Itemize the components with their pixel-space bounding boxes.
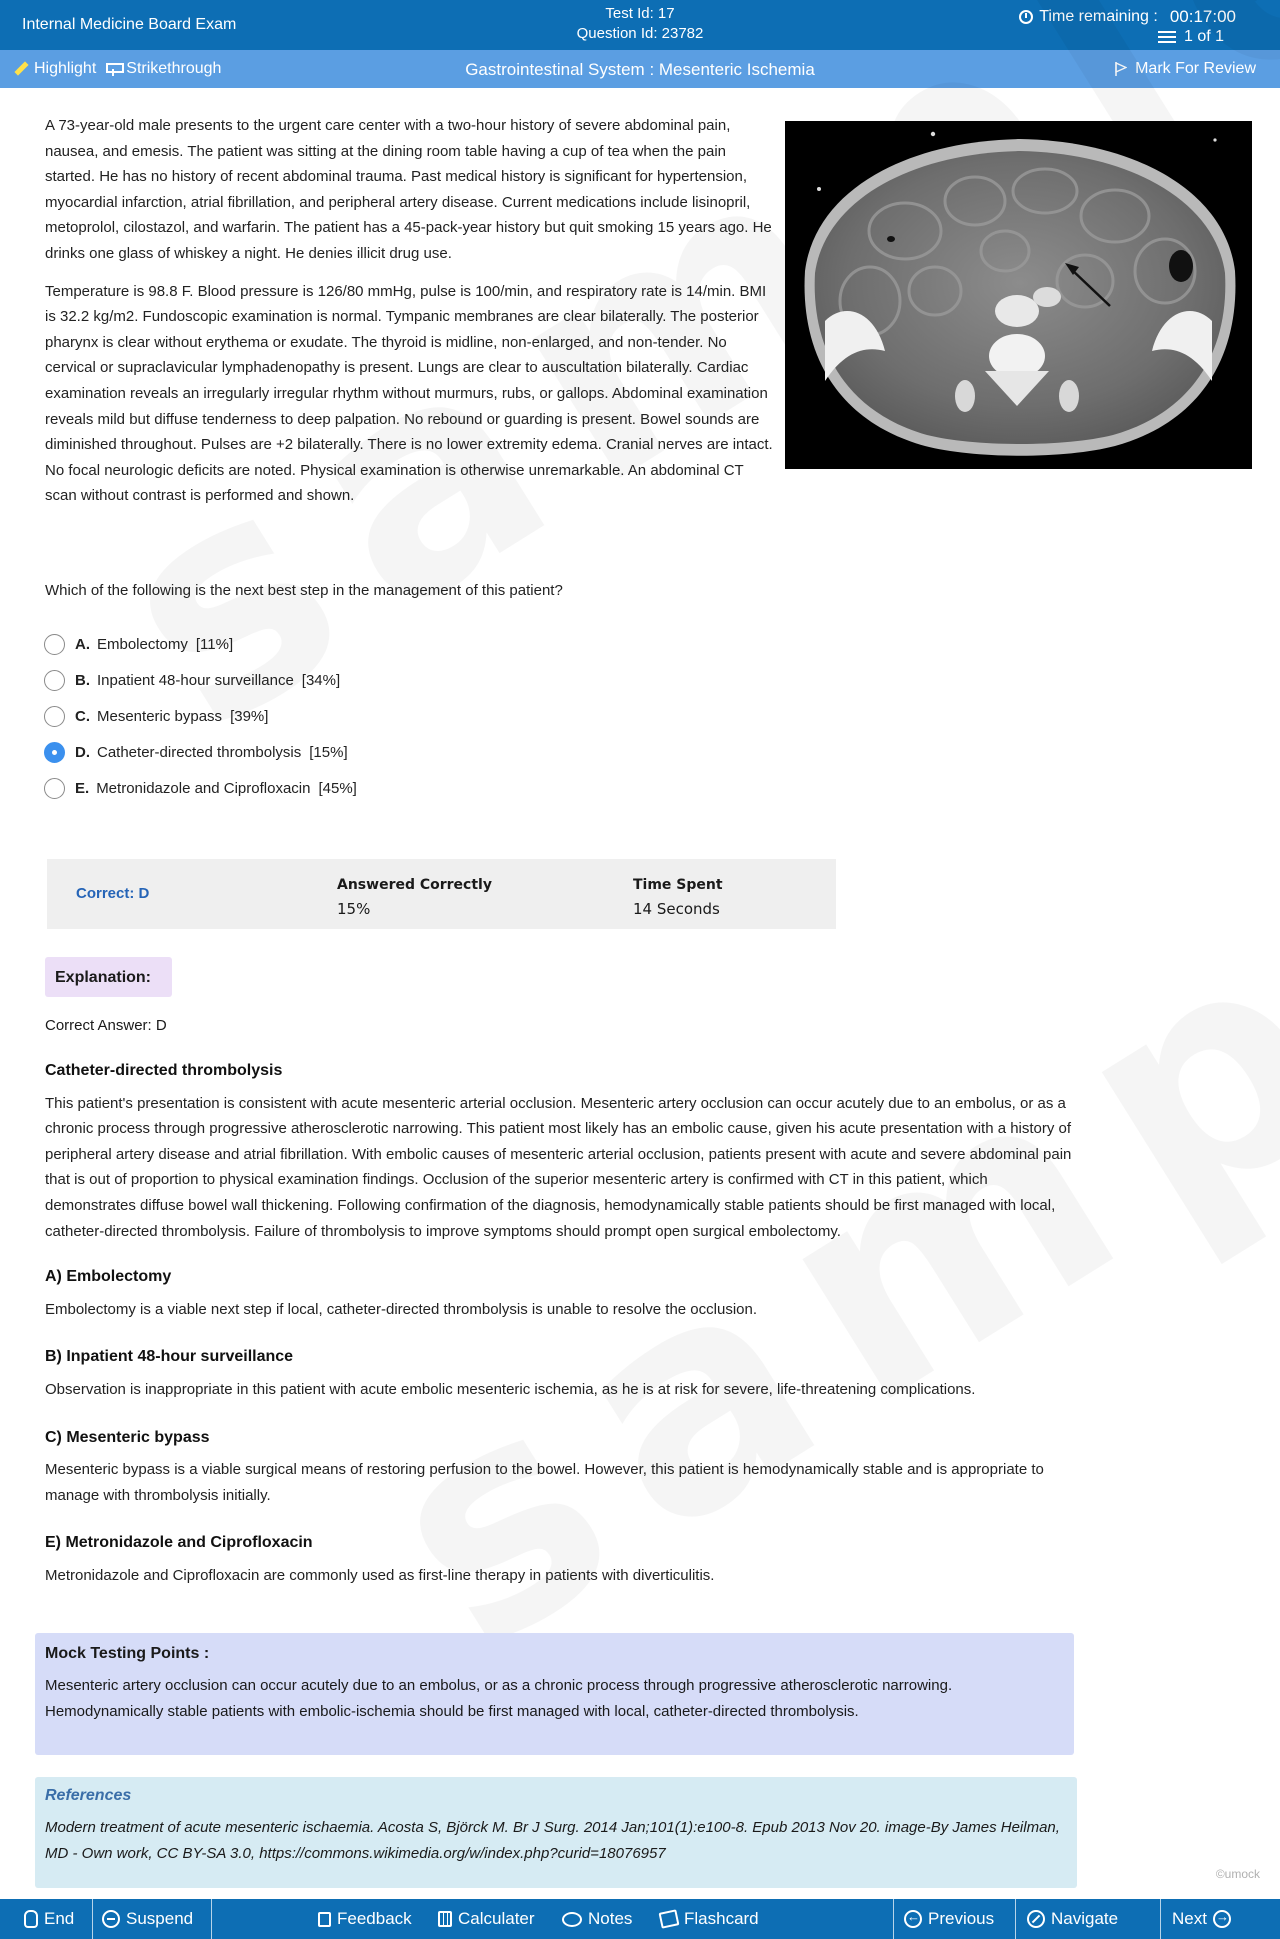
option-percentage: [15%] [309, 743, 348, 761]
question-prompt: Which of the following is the next best step in the management of this patient? [45, 582, 563, 599]
explanation-block-title: B) Inpatient 48-hour surveillance [45, 1348, 294, 1366]
suspend-button[interactable] [102, 1899, 193, 1939]
explanation-block-text: Metronidazole and Ciprofloxacin are commonly used as first-line therapy in patients with diverticulitis. [45, 1566, 715, 1584]
option-percentage: [39%] [230, 707, 269, 725]
option-letter: D. [75, 743, 90, 761]
sub-toolbar [0, 50, 1280, 88]
explanation-tag: Explanation: [45, 957, 172, 997]
arrow-left-icon [904, 1910, 922, 1928]
explanation-block [45, 1344, 1080, 1402]
option-a[interactable] [44, 626, 357, 662]
answer-options [44, 626, 357, 806]
flag-icon [1115, 62, 1127, 76]
correct-answer-line: Correct Answer: D [45, 1017, 167, 1034]
feedback-icon [318, 1912, 331, 1927]
option-text: Inpatient 48-hour surveillance [97, 671, 294, 689]
option-text: Catheter-directed thrombolysis [97, 743, 302, 761]
explanation-block-text: Observation is inappropriate in this patient with acute embolic mesenteric ischemia, as he is at risk for severe, life-threatening complications. [45, 1380, 976, 1398]
option-percentage: [45%] [318, 779, 357, 797]
time-spent-value: 14 Seconds [633, 900, 720, 918]
previous-button[interactable] [904, 1899, 994, 1939]
option-c[interactable] [44, 698, 357, 734]
minus-circle-icon [102, 1910, 120, 1928]
correct-answer-badge: Correct: D [76, 885, 150, 902]
option-letter: A. [75, 635, 90, 653]
stack-icon [1158, 31, 1176, 43]
question-pager[interactable] [1158, 28, 1224, 46]
explanation-block-title: C) Mesenteric bypass [45, 1428, 210, 1446]
option-percentage: [11%] [195, 635, 234, 653]
explanation-main-text: This patient's presentation is consistent with acute mesenteric arterial occlusion. Mesenteric artery occlusion can occur acutely due to an embolus, or as a chronic process through progressive atherosclerotic narrowing. This patient most likely has an embolic cause, given his acute presentation with a history of peripheral artery disease and atrial fibrillation. With embolic causes of mesenteric arterial occlusion, patients present with acute and severe abdominal pain that is out of proportion to physical examination findings. Occlusion of the superior mesenteric artery is confirmed with CT in this patient, which demonstrates diffuse bowel wall thickening. Following confirmation of the diagnosis, hemodynamically stable patients should be first managed with local, catheter-directed thrombolysis. Failure of thrombolysis to improve symptoms should prompt open surgical embolectomy. [45, 1094, 1072, 1240]
option-letter: E. [75, 779, 90, 797]
suspend-label: Suspend [126, 1909, 194, 1928]
compass-icon [1027, 1910, 1045, 1928]
top-header [0, 0, 1280, 50]
end-label: End [44, 1909, 75, 1928]
option-text: Embolectomy [97, 635, 188, 653]
option-text: Mesenteric bypass [97, 707, 223, 725]
radio-button[interactable] [44, 670, 65, 691]
radio-button-selected[interactable] [44, 742, 65, 763]
explanation-block-text: Embolectomy is a viable next step if local, catheter-directed thrombolysis is unable to resolve the occlusion. [45, 1300, 758, 1318]
result-summary [47, 859, 836, 929]
next-label: Next [1172, 1909, 1207, 1928]
topic-title: Gastrointestinal System : Mesenteric Ischemia [465, 60, 815, 79]
highlight-label: Highlight [34, 60, 97, 77]
option-text: Metronidazole and Ciprofloxacin [96, 779, 311, 797]
app-title: Internal Medicine Board Exam [22, 16, 237, 33]
clock-icon [1019, 10, 1033, 24]
explanation-main-title: Catheter-directed thrombolysis [45, 1062, 283, 1079]
copyright: ©umock [1215, 1867, 1260, 1881]
navigate-button[interactable] [1027, 1899, 1118, 1939]
answered-correctly-label: Answered Correctly [337, 877, 492, 893]
bottom-toolbar [0, 1899, 1280, 1939]
arrow-right-icon [1213, 1910, 1231, 1928]
explanation-block [45, 1264, 1080, 1322]
previous-label: Previous [928, 1909, 995, 1928]
question-id: Question Id: 23782 [576, 25, 704, 42]
question-stem [45, 113, 775, 521]
flashcard-button[interactable] [660, 1899, 759, 1939]
mock-testing-points [35, 1633, 1074, 1755]
mark-for-review-button[interactable] [1115, 60, 1256, 78]
feedback-label: Feedback [337, 1909, 412, 1928]
calculator-icon [438, 1911, 452, 1927]
notes-button[interactable] [562, 1899, 632, 1939]
calculator-label: Calculater [458, 1909, 535, 1928]
option-b[interactable] [44, 662, 357, 698]
radio-button[interactable] [44, 706, 65, 727]
stem-paragraph: A 73-year-old male presents to the urgent care center with a two-hour history of severe abdominal pain, nausea, and emesis. The patient was sitting at the dining room table having a cup of tea when the pain started. He has no history of recent abdominal trauma. Past medical history is significant for hypertension, myocardial infarction, atrial fibrillation, and peripheral artery disease. Current medications include lisinopril, metoprolol, cilostazol, and warfarin. The patient has a 45-pack-year history but quit smoking 15 years ago. He drinks one glass of whiskey a night. He denies illicit drug use. [45, 117, 772, 262]
mock-text: Mesenteric artery occlusion can occur acutely due to an embolus, or as a chronic process through progressive atherosclerotic narrowing. Hemodynamically stable patients with embolic-ischemia should be first managed with local, catheter-directed thrombolysis. [45, 1677, 953, 1720]
end-button[interactable] [24, 1899, 74, 1939]
explanation-block [45, 1425, 1080, 1509]
notes-icon [562, 1912, 582, 1927]
calculator-button[interactable] [438, 1899, 535, 1939]
ct-scan-graphic [785, 121, 1252, 469]
test-id: Test Id: 17 [605, 5, 675, 22]
flashcard-icon [659, 1909, 680, 1928]
option-d[interactable] [44, 734, 357, 770]
stem-paragraph: Temperature is 98.8 F. Blood pressure is 126/80 mmHg, pulse is 100/min, and respiratory rate is 14/min. BMI is 32.2 kg/m2. Fundoscopic examination is normal. Tympanic membranes are clear bilaterally. The posterior pharynx is clear without erythema or exudate. The thyroid is midline, non-enlarged, and non-tender. No cervical or supraclavicular lymphadenopathy is present. Lungs are clear to auscultation bilaterally. Cardiac examination reveals an irregularly irregular rhythm without murmurs, rubs, or gallops. Abdominal examination reveals mild but diffuse tenderness to deep palpation. No rebound or guarding is present. Bowel sounds are diminished throughout. Pulses are +2 bilaterally. There is no lower extremity edema. Cranial nerves are intact. No focal neurologic deficits are noted. Physical examination is otherwise unremarkable. An abdominal CT scan without contrast is performed and shown. [45, 282, 773, 505]
explanation-block-title: E) Metronidazole and Ciprofloxacin [45, 1534, 313, 1552]
explanation-block [45, 1530, 1080, 1588]
explanation-block-text: Mesenteric bypass is a viable surgical means of restoring perfusion to the bowel. However, this patient is hemodynamically stable and is appropriate to manage with thrombolysis initially. [45, 1461, 1044, 1504]
navigate-label: Navigate [1051, 1909, 1119, 1928]
ct-scan-image[interactable] [785, 121, 1252, 469]
notes-label: Notes [588, 1909, 633, 1928]
explanation-block-title: A) Embolectomy [45, 1268, 172, 1286]
next-button[interactable] [1172, 1899, 1231, 1939]
timer [1019, 7, 1236, 27]
option-e[interactable] [44, 770, 357, 806]
strikethrough-label: Strikethrough [126, 60, 222, 77]
explanation-body [45, 1058, 1080, 1611]
flashcard-label: Flashcard [684, 1909, 759, 1928]
references-title: References [45, 1787, 132, 1804]
time-remaining-label: Time remaining : [1039, 8, 1158, 25]
feedback-button[interactable] [318, 1899, 412, 1939]
hand-icon [24, 1910, 38, 1928]
mock-title: Mock Testing Points : [45, 1645, 210, 1662]
time-remaining-value: 00:17:00 [1169, 7, 1236, 26]
references [35, 1777, 1077, 1888]
option-letter: B. [75, 671, 90, 689]
radio-button[interactable] [44, 778, 65, 799]
option-letter: C. [75, 707, 90, 725]
option-percentage: [34%] [301, 671, 341, 689]
time-spent [633, 873, 723, 921]
answered-correctly [337, 873, 492, 921]
references-text: Modern treatment of acute mesenteric ischaemia. Acosta S, Björck M. Br J Surg. 2014 Jan;101(1):e100-8. Epub 2013 Nov 20. image-By James Heilman, MD - Own work, CC BY-SA 3.0, https://commons.wikimedia.org/w/index.php?curid=18076957 [45, 1819, 1060, 1862]
answered-correctly-value: 15% [337, 900, 371, 918]
mark-for-review-label: Mark For Review [1135, 60, 1256, 77]
time-spent-label: Time Spent [633, 877, 723, 893]
radio-button[interactable] [44, 634, 65, 655]
pager-text: 1 of 1 [1183, 28, 1224, 45]
